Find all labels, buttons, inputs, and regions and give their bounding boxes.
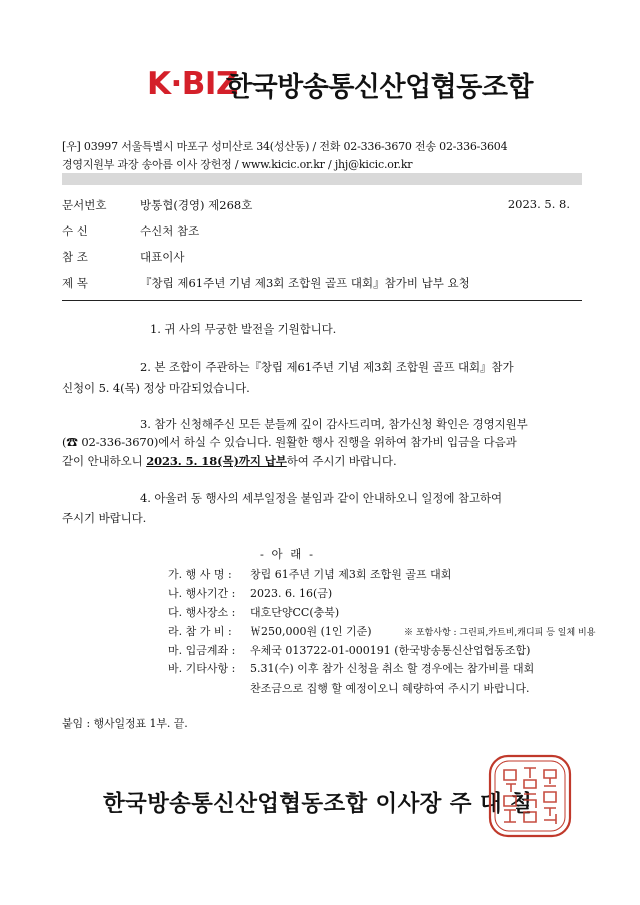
paragraph-3-line-1: 3. 참가 신청해주신 모든 분들께 깊이 감사드리며, 참가신청 확인은 경영지원부	[140, 417, 528, 431]
detail-label-account: 마. 입금계좌 :	[168, 644, 236, 657]
doc-date: 2023. 5. 8.	[507, 197, 570, 211]
details-heading: - 아 래 -	[260, 547, 315, 561]
contact-address: [우] 03997 서울특별시 마포구 성미산로 34(성산동) / 전화 02-336-3670 전송 02-336-3604	[62, 140, 508, 153]
detail-value-other-line-1: 5.31(수) 이후 참가 신청을 취소 할 경우에는 참가비를 대회	[250, 662, 535, 675]
signature-line: 한국방송통신산업협동조합 이사장 주 대 철	[103, 791, 533, 817]
paragraph-3-line-2: (☎ 02-336-3670)에서 하실 수 있습니다. 원활한 행사 진행을 위하여 참가비 입금을 다음과	[62, 435, 517, 449]
reference-label: 참 조	[62, 250, 88, 264]
detail-label-fee: 라. 참 가 비 :	[168, 625, 232, 638]
detail-value-event: 창립 61주년 기념 제3회 조합원 골프 대회	[250, 568, 452, 581]
official-seal-icon	[484, 750, 576, 842]
reference: 대표이사	[140, 250, 185, 264]
detail-label-venue: 다. 행사장소 :	[168, 606, 236, 619]
doc-no-label: 문서번호	[62, 198, 107, 212]
detail-value-venue: 대호단양CC(충북)	[250, 606, 340, 619]
recipient-label: 수 신	[62, 224, 88, 238]
meta-divider	[62, 300, 582, 301]
header-divider-bar	[62, 173, 582, 185]
paragraph-3-line-3	[62, 453, 397, 469]
paragraph-4-line-2: 주시기 바랍니다.	[62, 511, 147, 525]
payment-deadline: 2023. 5. 18(목)까지 납부	[146, 454, 287, 468]
detail-label-other: 바. 기타사항 :	[168, 662, 236, 675]
detail-label-event: 가. 행 사 명 :	[168, 568, 232, 581]
paragraph-3-line-3-post: 하여 주시기 바랍니다.	[286, 454, 397, 468]
paragraph-1: 1. 귀 사의 무궁한 발전을 기원합니다.	[150, 322, 337, 336]
detail-value-period: 2023. 6. 16(금)	[250, 587, 333, 600]
paragraph-3-line-3-pre: 같이 안내하오니	[62, 454, 147, 468]
attachment-note: 붙임 : 행사일정표 1부. 끝.	[62, 717, 188, 730]
paragraph-2-line-2: 신청이 5. 4(목) 정상 마감되었습니다.	[62, 381, 250, 395]
subject-label: 제 목	[62, 276, 88, 290]
doc-no: 방통협(경영) 제268호	[140, 198, 253, 212]
org-name: 한국방송통신산업협동조합	[226, 72, 533, 103]
paragraph-2-line-1: 2. 본 조합이 주관하는『창립 제61주년 기념 제3회 조합원 골프 대회』참가	[140, 360, 514, 374]
detail-value-account: 우체국 013722-01-000191 (한국방송통신산업협동조합)	[250, 644, 531, 657]
detail-label-period: 나. 행사기간 :	[168, 587, 236, 600]
detail-value-fee: ￦250,000원 (1인 기준)	[250, 625, 372, 638]
kbiz-logo: K·BIZ	[147, 66, 238, 102]
detail-value-other-line-2: 찬조금으로 집행 할 예정이오니 혜량하여 주시기 바랍니다.	[250, 682, 530, 695]
contact-staff: 경영지원부 과장 송아름 이사 장헌정 / www.kicic.or.kr / jhj@kicic.or.kr	[62, 158, 413, 171]
letterhead	[0, 62, 640, 106]
subject: 『창립 제61주년 기념 제3회 조합원 골프 대회』참가비 납부 요청	[140, 276, 470, 290]
recipient: 수신처 참조	[140, 224, 200, 238]
paragraph-4-line-1: 4. 아울러 동 행사의 세부일정을 붙임과 같이 안내하오니 일정에 참고하여	[140, 491, 503, 505]
detail-fee-note: ※ 포함사항 : 그린피,카트비,캐디피 등 일체 비용	[404, 628, 596, 638]
